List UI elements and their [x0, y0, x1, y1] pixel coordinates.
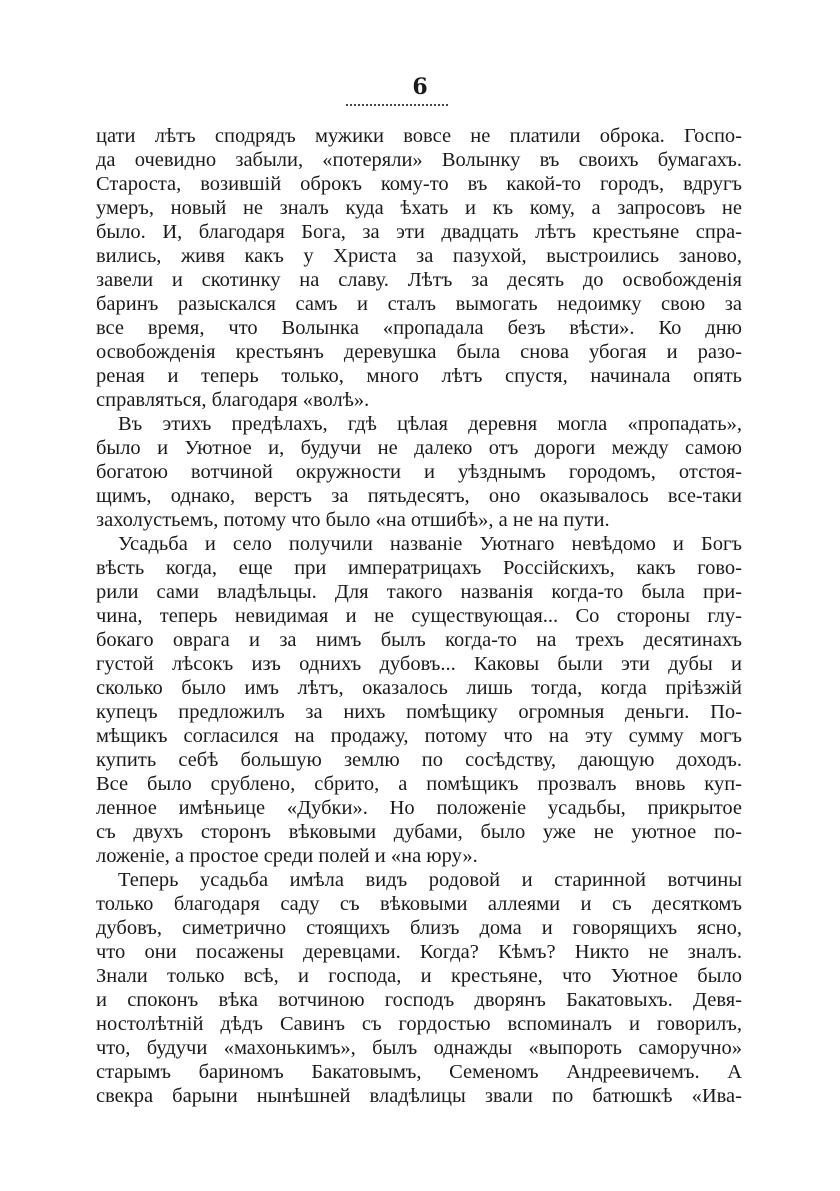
text-line: щимъ, однако, верстъ за пятьдесятъ, оно оказывалось все-таки	[96, 485, 742, 507]
text-line: баринъ разыскался самъ и сталъ вымогать недоимку свою за	[96, 293, 742, 315]
text-line: рили сами владѣльцы. Для такого названія когда-то была при-	[96, 581, 742, 603]
text-line: освобожденія крестьянъ деревушка была снова убогая и разо-	[96, 341, 742, 363]
text-line: свекра барыни нынѣшней владѣлицы звали по батюшкѣ «Ива-	[96, 1085, 742, 1107]
text-line: съ двухъ сторонъ вѣковыми дубами, было уже не уютное по-	[96, 821, 742, 843]
text-line: вились, живя какъ у Христа за пазухой, выстроились заново,	[96, 245, 742, 267]
text-line: богатою вотчиной окружности и уѣзднымъ городомъ, отстоя-	[96, 461, 742, 483]
header-dotted-rule	[346, 104, 448, 106]
text-line: дубовъ, симетрично стоящихъ близъ дома и говорящихъ ясно,	[96, 917, 742, 939]
text-line: было и Уютное и, будучи не далеко отъ дороги между самою	[96, 437, 742, 459]
text-line: и споконъ вѣка вотчиною господъ дворянъ Бакатовыхъ. Девя-	[96, 989, 742, 1011]
text-line: старымъ бариномъ Бакатовымъ, Семеномъ Андреевичемъ. А	[96, 1061, 742, 1083]
text-line: справляться, благодаря «волѣ».	[96, 389, 370, 411]
text-line: завели и скотинку на славу. Лѣтъ за десять до освобожденія	[96, 269, 742, 291]
text-line: да очевидно забыли, «потеряли» Волынку въ своихъ бумагахъ.	[96, 149, 742, 171]
text-line: захолустьемъ, потому что было «на отшибѣ», а не на пути.	[96, 509, 610, 531]
text-line: все время, что Волынка «пропадала безъ вѣсти». Ко дню	[96, 317, 742, 339]
text-line: ленное имѣньице «Дубки». Но положеніе усадьбы, прикрытое	[96, 797, 742, 819]
text-line: густой лѣсокъ изъ однихъ дубовъ... Каковы были эти дубы и	[96, 653, 742, 675]
text-line: Все было срублено, сбрито, а помѣщикъ прозвалъ вновь куп-	[96, 773, 742, 795]
text-line: только благодаря саду съ вѣковыми аллеями и съ десяткомъ	[96, 893, 742, 915]
text-line: бокаго оврага и за нимъ былъ когда-то на трехъ десятинахъ	[96, 629, 742, 651]
text-line: Теперь усадьба имѣла видъ родовой и старинной вотчины	[118, 869, 742, 891]
body-text	[96, 124, 742, 1108]
page-number: 6	[412, 74, 428, 100]
text-line: сколько было имъ лѣтъ, оказалось лишь тогда, когда пріѣзжій	[96, 677, 742, 699]
text-line: Усадьба и село получили названіе Уютнаго невѣдомо и Богъ	[118, 533, 742, 555]
text-line: чина, теперь невидимая и не существующая... Со стороны глу-	[96, 605, 742, 627]
text-line: что, будучи «махонькимъ», былъ однажды «выпороть саморучно»	[96, 1037, 742, 1059]
text-line: купецъ предложилъ за нихъ помѣщику огромныя деньги. По-	[96, 701, 742, 723]
text-line: Знали только всѣ, и господа, и крестьяне, что Уютное было	[96, 965, 742, 987]
text-line: купить себѣ большую землю по сосѣдству, дающую доходъ.	[96, 749, 742, 771]
text-line: ностолѣтній дѣдъ Савинъ съ гордостью вспоминалъ и говорилъ,	[96, 1013, 742, 1035]
text-line: что они посажены деревцами. Когда? Кѣмъ? Никто не зналъ.	[96, 941, 742, 963]
text-line: цати лѣтъ сподрядъ мужики вовсе не платили оброка. Госпо-	[96, 125, 742, 147]
text-line: умеръ, новый не зналъ куда ѣхать и къ кому, а запросовъ не	[96, 197, 742, 219]
text-line: было. И, благодаря Бога, за эти двадцать лѣтъ крестьяне спра-	[96, 221, 742, 243]
text-line: ложеніе, а простое среди полей и «на юру».	[96, 845, 478, 867]
text-line: Въ этихъ предѣлахъ, гдѣ цѣлая деревня могла «пропадать»,	[118, 413, 742, 435]
text-line: Староста, возившій оброкъ кому-то въ какой-то городъ, вдругъ	[96, 173, 742, 195]
text-line: реная и теперь только, много лѣтъ спустя, начинала опять	[96, 365, 742, 387]
text-line: мѣщикъ согласился на продажу, потому что на эту сумму могъ	[96, 725, 742, 747]
text-line: вѣсть когда, еще при императрицахъ Россійскихъ, какъ гово-	[96, 557, 742, 579]
